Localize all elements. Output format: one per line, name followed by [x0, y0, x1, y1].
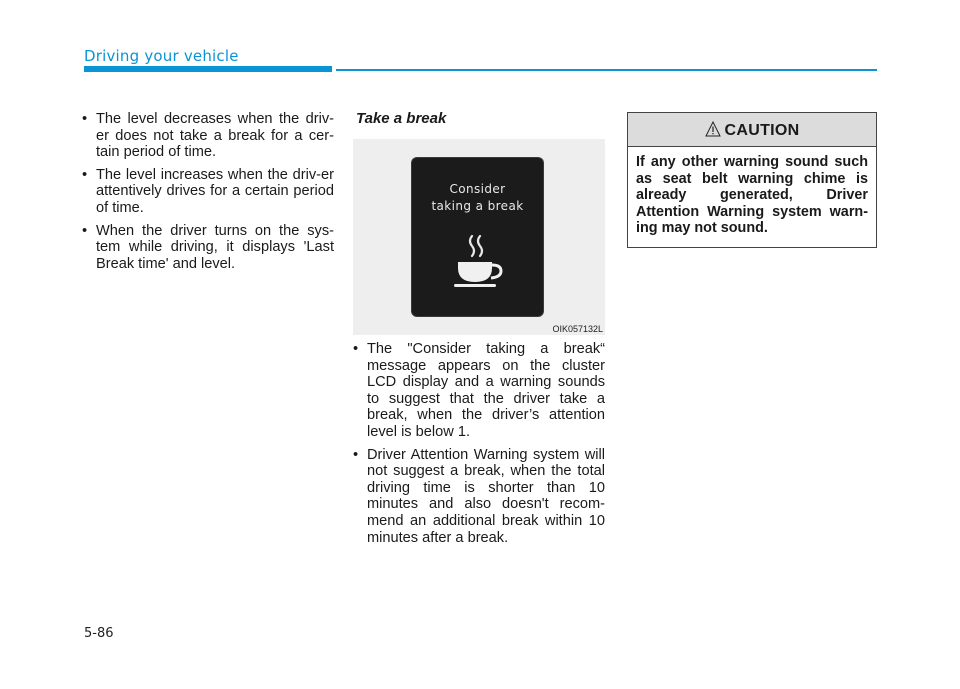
cluster-lcd-screen — [412, 158, 543, 316]
list-item: • The "Consider taking a break“ message appears on the cluster LCD display and a warning sounds to suggest that the driver take a break, when the driver’s attention level is below 1. — [351, 341, 605, 441]
figure-lcd-display — [353, 139, 605, 335]
list-item: • Driver Attention Warning system will not suggest a break, when the total driving time is shorter than 10 minutes and also doesn't recom-mend an additional break within 10 minutes after a break. — [351, 447, 605, 547]
list-item: • When the driver turns on the sys-tem while driving, it displays 'Last Break time' and level. — [80, 223, 334, 273]
lcd-line-2: taking a break — [431, 199, 524, 213]
lcd-message — [412, 181, 543, 215]
caution-title — [628, 121, 876, 140]
lcd-line-1: Consider — [449, 182, 506, 196]
list-item: • The level increases when the driv-er attentively drives for a certain period of time. — [80, 167, 334, 217]
list-item: • The level decreases when the driv-er does not take a break for a cer-tain period of time. — [80, 111, 334, 161]
section-title: Driving your vehicle — [84, 47, 239, 65]
bullet-list-2 — [351, 341, 605, 546]
page-number: 5-86 — [84, 626, 114, 641]
bullet-list-1 — [80, 111, 334, 272]
column-1 — [80, 111, 334, 278]
caution-header — [628, 113, 876, 147]
figure-code: OIK057132L — [552, 324, 603, 334]
column-2-text — [351, 341, 605, 552]
caution-title-text: CAUTION — [724, 122, 800, 139]
header-rule-thick — [84, 66, 332, 72]
header-rule-thin — [336, 69, 877, 71]
warning-triangle-icon — [705, 121, 721, 137]
coffee-cup-icon — [450, 232, 506, 292]
caution-box — [627, 112, 877, 248]
caution-body: If any other warning sound such as seat belt warning chime is already generated, Driver Attention Warning system warn-ing may not sound. — [636, 154, 868, 236]
subheading-take-a-break: Take a break — [356, 110, 447, 127]
